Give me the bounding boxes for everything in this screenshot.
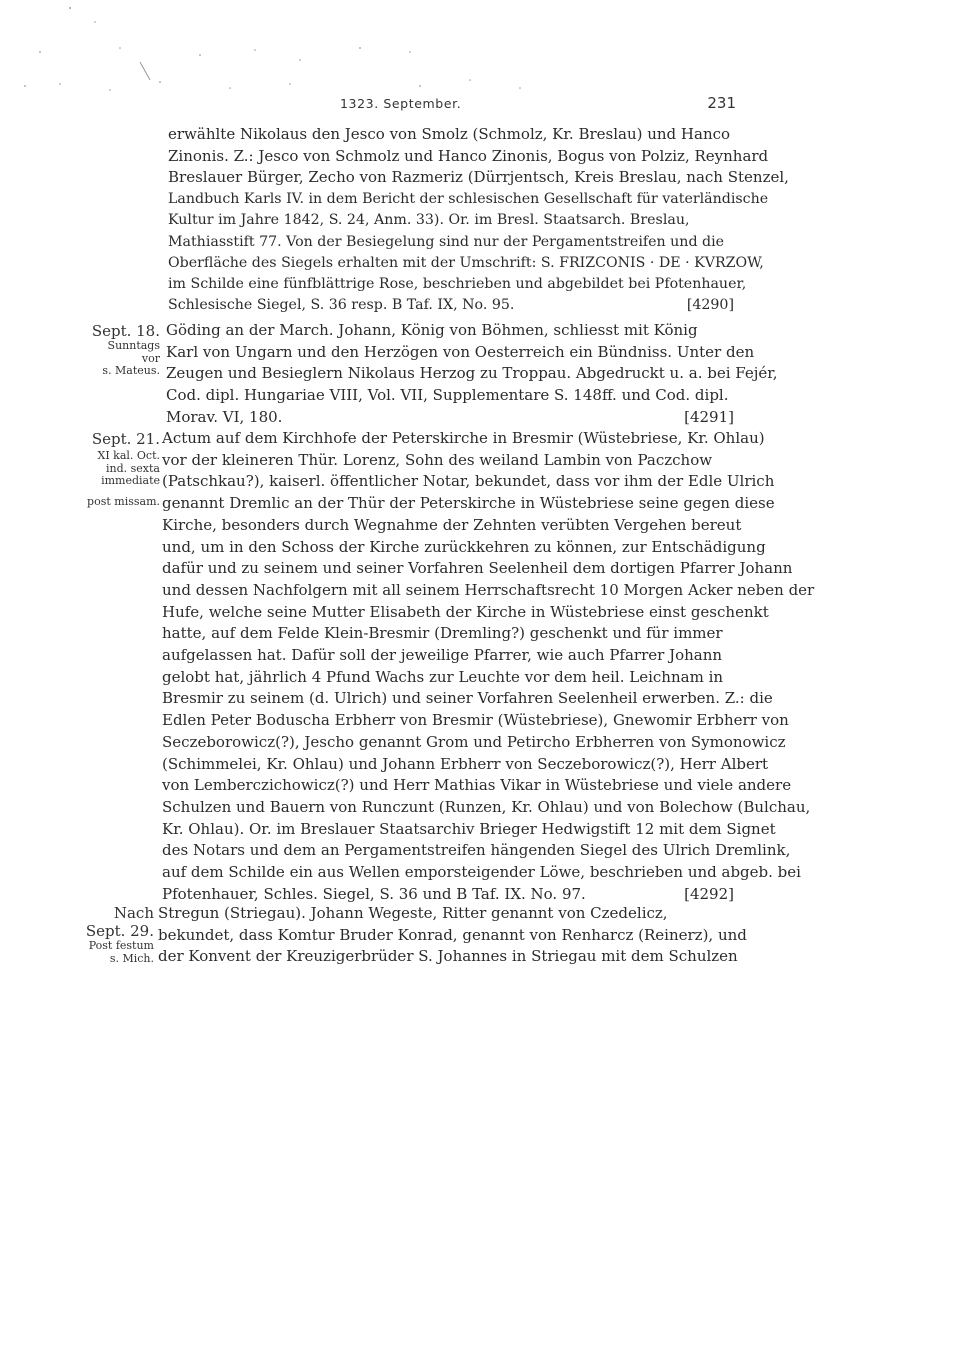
text-line-content: Morav. VI, 180.: [166, 407, 283, 426]
margin-date: Sept. 29.: [85, 922, 154, 940]
margin-date: Nach: [113, 904, 154, 922]
text-line: Göding an der March. Johann, König von Böhmen, schliesst mit König: [166, 321, 698, 339]
text-line: Schulzen und Bauern von Runczunt (Runzen, Kr. Ohlau) und von Bolechow (Bulchau,: [162, 797, 811, 816]
header-title: 1323. September.: [340, 96, 462, 111]
margin-date-4293: [80, 904, 154, 965]
text-line: Zeugen und Besieglern Nikolaus Herzog zu Troppau. Abgedruckt u. a. bei Fejér,: [166, 364, 778, 383]
text-line: bekundet, dass Komtur Bruder Konrad, genannt von Renharcz (Reinerz), und: [158, 925, 747, 944]
margin-note: post missam.: [87, 494, 160, 508]
text-line: der Konvent der Kreuzigerbrüder S. Johannes in Striegau mit dem Schulzen: [158, 947, 738, 966]
text-line: Stregun (Striegau). Johann Wegeste, Ritter genannt von Czedelicz,: [158, 904, 668, 922]
text-line: [168, 295, 734, 316]
text-line: und dessen Nachfolgern mit all seinem Herrschaftsrecht 10 Morgen Acker neben der: [162, 580, 815, 599]
text-line: Seczeborowicz(?), Jescho genannt Grom und Petircho Erbherren von Symonowicz: [162, 732, 786, 751]
text-line: Hufe, welche seine Mutter Elisabeth der Kirche in Wüstebriese einst geschenkt: [162, 602, 769, 621]
text-line: Zinonis. Z.: Jesco von Schmolz und Hanco Zinonis, Bogus von Polziz, Reynhard: [168, 146, 769, 165]
entry-4293: [158, 903, 747, 968]
text-line: des Notars und dem an Pergamentstreifen hängenden Siegel des Ulrich Dremlink,: [162, 841, 791, 860]
text-line: (Schimmelei, Kr. Ohlau) und Johann Erbherr von Seczeborowicz(?), Herr Albert: [162, 754, 769, 773]
text-line: dafür und zu seinem und seiner Vorfahren Seelenheil dem dortigen Pfarrer Johann: [162, 559, 793, 578]
text-line: Kr. Ohlau). Or. im Breslauer Staatsarchiv Brieger Hedwigstift 12 mit dem Signet: [162, 819, 776, 838]
margin-note: immediate: [101, 474, 160, 487]
margin-date-4291: [86, 322, 160, 378]
text-line-content: Schlesische Siegel, S. 36 resp. B Taf. IX, No. 95.: [168, 297, 515, 314]
text-line: und, um in den Schoss der Kirche zurückkehren zu können, zur Entschädigung: [162, 537, 766, 556]
running-header: [340, 96, 740, 116]
margin-note: Sunntags vor: [107, 339, 160, 365]
text-line: Bresmir zu seinem (d. Ulrich) und seiner Vorfahren Seelenheil erwerben. Z.: die: [162, 689, 773, 708]
text-line: vor der kleineren Thür. Lorenz, Sohn des weiland Lambin von Paczchow: [162, 450, 713, 469]
entry-reference-number: [4290]: [686, 297, 734, 314]
entry-4290-continued: [168, 124, 789, 316]
margin-note: s. Mich.: [109, 951, 154, 965]
margin-date: Sept. 21.: [91, 430, 160, 448]
entry-4291: [166, 320, 778, 429]
text-line: Oberfläche des Siegels erhalten mit der Umschrift: S. FRIZCONIS · DE · KVRZOW,: [168, 254, 764, 271]
entry-reference-number: [4291]: [684, 407, 734, 426]
entry-reference-number: [4292]: [684, 884, 734, 903]
margin-note: ind. sexta: [106, 461, 160, 475]
scan-speckles: [0, 0, 560, 110]
text-line: Mathiasstift 77. Von der Besiegelung sind nur der Pergamentstreifen und die: [168, 233, 725, 250]
text-line: [166, 407, 734, 429]
text-line: genannt Dremlic an der Thür der Peterskirche in Wüstebriese seine gegen diese: [162, 494, 775, 513]
margin-date: Sept. 18.: [91, 322, 160, 340]
text-line: Edlen Peter Boduscha Erbherr von Bresmir (Wüstebriese), Gnewomir Erbherr von: [162, 711, 789, 730]
text-line: erwählte Nikolaus den Jesco von Smolz (Schmolz, Kr. Breslau) und Hanco: [168, 125, 731, 143]
text-line: hatte, auf dem Felde Klein-Bresmir (Dremling?) geschenkt und für immer: [162, 624, 723, 643]
text-line-content: Pfotenhauer, Schles. Siegel, S. 36 und B Taf. IX. No. 97.: [162, 884, 586, 903]
text-line: Landbuch Karls IV. in dem Bericht der schlesischen Gesellschaft für vaterländische: [168, 191, 769, 208]
text-line: aufgelassen hat. Dafür soll der jeweilige Pfarrer, wie auch Pfarrer Johann: [162, 646, 723, 665]
text-line: Kirche, besonders durch Wegnahme der Zehnten verübten Vergehen bereut: [162, 515, 742, 534]
margin-note: Post festum: [88, 939, 154, 952]
text-line: Breslauer Bürger, Zecho von Razmeriz (Dürrjentsch, Kreis Breslau, nach Stenzel,: [168, 168, 789, 187]
text-line: von Lemberczichowicz(?) und Herr Mathias Vikar in Wüstebriese und viele andere: [162, 776, 792, 795]
text-line: Cod. dipl. Hungariae VIII, Vol. VII, Supplementare S. 148ff. und Cod. dipl.: [166, 386, 729, 405]
text-line: Actum auf dem Kirchhofe der Peterskirche in Bresmir (Wüstebriese, Kr. Ohlau): [162, 429, 765, 447]
text-line: (Patschkau?), kaiserl. öffentlicher Notar, bekundet, dass vor ihm der Edle Ulrich: [162, 472, 775, 491]
entry-4292: [162, 428, 815, 905]
text-line: auf dem Schilde ein aus Wellen emporsteigender Löwe, beschrieben und abgeb. bei: [162, 863, 801, 882]
margin-note: XI kal. Oct.: [97, 449, 160, 462]
text-line: im Schilde eine fünfblättrige Rose, beschrieben und abgebildet bei Pfotenhauer,: [168, 275, 747, 292]
margin-note: s. Mateus.: [102, 364, 160, 377]
margin-date-4292: [80, 430, 160, 508]
text-line: Karl von Ungarn und den Herzögen von Oesterreich ein Bündniss. Unter den: [166, 342, 755, 361]
text-line: Kultur im Jahre 1842, S. 24, Anm. 33). Or. im Bresl. Staatsarch. Breslau,: [168, 212, 690, 229]
page-number: 231: [707, 94, 736, 112]
text-line: gelobt hat, jährlich 4 Pfund Wachs zur Leuchte vor dem heil. Leichnam in: [162, 667, 724, 686]
